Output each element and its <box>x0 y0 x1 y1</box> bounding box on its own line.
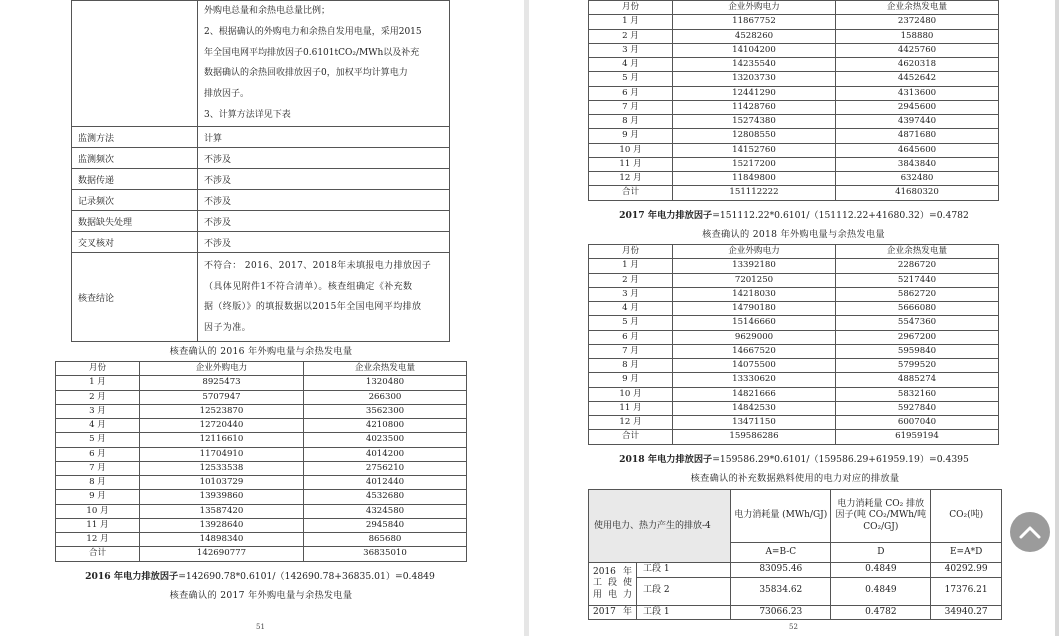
factor-cell: 0.4782 <box>831 605 931 620</box>
month-cell: 4 月 <box>589 302 673 316</box>
table-row <box>72 148 450 169</box>
month-cell: 11 月 <box>56 518 140 532</box>
month-cell: 10 月 <box>589 143 673 157</box>
method-description-cell <box>198 1 450 127</box>
row-value: 计算 <box>198 127 450 148</box>
table-row <box>589 330 999 344</box>
purchased-cell: 13471150 <box>673 416 836 430</box>
purchased-cell: 11867752 <box>673 15 836 29</box>
month-cell: 5 月 <box>56 433 140 447</box>
month-cell: 12 月 <box>56 533 140 547</box>
waste-heat-cell: 5217440 <box>836 273 999 287</box>
month-cell: 7 月 <box>589 344 673 358</box>
month-cell: 1 月 <box>56 376 140 390</box>
waste-heat-cell: 5927840 <box>836 401 999 415</box>
table-row <box>589 172 999 186</box>
table-row <box>589 129 999 143</box>
text-line: 外购电总量和余热电总量比例； <box>204 6 331 16</box>
purchased-cell: 13928640 <box>140 518 304 532</box>
waste-heat-cell: 5959840 <box>836 344 999 358</box>
waste-heat-cell: 2945840 <box>304 518 467 532</box>
purchased-cell: 4528260 <box>673 29 836 43</box>
waste-heat-cell: 4397440 <box>836 115 999 129</box>
row-label: 数据缺失处理 <box>72 211 198 232</box>
waste-heat-cell: 36835010 <box>304 547 467 561</box>
stage-cell: 工段 1 <box>637 563 731 578</box>
purchased-cell: 14104200 <box>673 43 836 57</box>
co2-cell: 17376.21 <box>931 577 1002 605</box>
waste-heat-cell: 2945600 <box>836 100 999 114</box>
table-header-row <box>589 1 999 15</box>
table-row <box>56 461 467 475</box>
table-row <box>589 259 999 273</box>
text-line: 据（终版）》的填报数据以2015年全国电网平均排放 <box>204 302 422 312</box>
waste-heat-cell: 632480 <box>836 172 999 186</box>
waste-heat-cell: 4425760 <box>836 43 999 57</box>
electricity-table-2017 <box>588 0 999 201</box>
waste-heat-cell: 4023500 <box>304 433 467 447</box>
text-line: （具体见附件1不符合清单）。核查组确定《补充数 <box>204 281 413 292</box>
text-line: 因子为准。 <box>204 322 252 333</box>
month-cell: 8 月 <box>589 115 673 129</box>
purchased-cell: 14667520 <box>673 344 836 358</box>
column-header: CO₂(吨) <box>931 490 1002 543</box>
column-header: 企业外购电力 <box>673 245 836 259</box>
table-row <box>589 157 999 171</box>
waste-heat-cell: 41680320 <box>836 186 999 200</box>
table-row <box>56 419 467 433</box>
table-row <box>589 605 1002 620</box>
table-caption-2017: 核查确认的 2017 年外购电量与余热发电量 <box>169 590 353 601</box>
waste-heat-cell: 2372480 <box>836 15 999 29</box>
column-header: 月份 <box>589 245 673 259</box>
month-cell: 5 月 <box>589 316 673 330</box>
table-row <box>589 72 999 86</box>
table-caption-2016: 核查确认的 2016 年外购电量与余热发电量 <box>169 346 353 357</box>
table-row <box>56 533 467 547</box>
formula-cell: A=B-C <box>731 542 831 562</box>
waste-heat-cell: 6007040 <box>836 416 999 430</box>
table-row <box>589 416 999 430</box>
emission-factor-formula-2016 <box>40 568 480 582</box>
table-row <box>72 211 450 232</box>
text-line: 不符合： 2016、2017、2018年未填报电力排放因子 <box>204 261 432 271</box>
purchased-cell: 14790180 <box>673 302 836 316</box>
column-header: 电力消耗量 CO₂ 排放因子(吨 CO₂/MWh/吨 CO₂/GJ) <box>831 490 931 543</box>
table-row <box>589 401 999 415</box>
table-row <box>589 373 999 387</box>
month-cell: 9 月 <box>589 129 673 143</box>
row-value: 不涉及 <box>198 211 450 232</box>
month-cell: 5 月 <box>589 72 673 86</box>
emission-table-caption: 核查确认的补充数据熟料使用的电力对应的排放量 <box>690 473 900 484</box>
column-header: 企业外购电力 <box>673 1 836 15</box>
table-row <box>589 563 1002 578</box>
month-cell: 2 月 <box>56 390 140 404</box>
month-cell: 9 月 <box>589 373 673 387</box>
consumption-cell: 35834.62 <box>731 577 831 605</box>
waste-heat-cell: 3562300 <box>304 404 467 418</box>
row-value: 不涉及 <box>198 148 450 169</box>
table-row <box>589 15 999 29</box>
month-cell: 6 月 <box>589 86 673 100</box>
purchased-cell: 14842530 <box>673 401 836 415</box>
month-cell: 11 月 <box>589 401 673 415</box>
month-cell: 合计 <box>56 547 140 561</box>
purchased-cell: 13587420 <box>140 504 304 518</box>
table-total-row <box>589 186 999 200</box>
row-label: 交叉核对 <box>72 232 198 253</box>
month-cell: 9 月 <box>56 490 140 504</box>
column-header: 电力消耗量 (MWh/GJ) <box>731 490 831 543</box>
text-line: 3、计算方法详见下表 <box>204 109 291 120</box>
table-row <box>589 344 999 358</box>
month-cell: 2 月 <box>589 29 673 43</box>
waste-heat-cell: 4324580 <box>304 504 467 518</box>
purchased-cell: 13392180 <box>673 259 836 273</box>
month-cell: 3 月 <box>589 287 673 301</box>
table-row <box>589 143 999 157</box>
purchased-cell: 13939860 <box>140 490 304 504</box>
formula-expression: =142690.78*0.6101/（142690.78+36835.01）=0.4849 <box>178 571 435 582</box>
verification-info-table <box>71 0 450 342</box>
table-header-row <box>589 490 1002 543</box>
table-row <box>589 387 999 401</box>
purchased-cell: 10103729 <box>140 476 304 490</box>
table-row <box>589 302 999 316</box>
consumption-cell: 83095.46 <box>731 563 831 578</box>
column-header: 企业外购电力 <box>140 362 304 376</box>
waste-heat-cell: 2756210 <box>304 461 467 475</box>
table-cell <box>72 1 198 127</box>
scrollbar[interactable] <box>1055 0 1059 636</box>
year-group-cell: 2016 年 工 段 使 用电力 <box>589 563 637 606</box>
purchased-cell: 14898340 <box>140 533 304 547</box>
waste-heat-cell: 5666080 <box>836 302 999 316</box>
purchased-cell: 11704910 <box>140 447 304 461</box>
table-row <box>72 127 450 148</box>
waste-heat-cell: 5547360 <box>836 316 999 330</box>
text-line: 数据确认的余热回收排放因子0，加权平均计算电力 <box>204 68 408 79</box>
table-row <box>56 490 467 504</box>
table-row <box>56 476 467 490</box>
stage-cell: 工段 1 <box>637 605 731 620</box>
month-cell: 7 月 <box>56 461 140 475</box>
table-row <box>589 43 999 57</box>
month-cell: 4 月 <box>589 58 673 72</box>
month-cell: 8 月 <box>589 359 673 373</box>
formula-label: 2016 年电力排放因子 <box>85 571 179 582</box>
column-header: 企业余热发电量 <box>836 245 999 259</box>
table-row <box>56 404 467 418</box>
purchased-cell: 14152760 <box>673 143 836 157</box>
row-label: 监测方法 <box>72 127 198 148</box>
waste-heat-cell: 158880 <box>836 29 999 43</box>
purchased-cell: 159586286 <box>673 430 836 444</box>
month-cell: 合计 <box>589 430 673 444</box>
co2-cell: 34940.27 <box>931 605 1002 620</box>
waste-heat-cell: 1320480 <box>304 376 467 390</box>
waste-heat-cell: 4885274 <box>836 373 999 387</box>
text-line: 排放因子。 <box>204 89 250 100</box>
month-cell: 11 月 <box>589 157 673 171</box>
month-cell: 12 月 <box>589 416 673 430</box>
table-total-row <box>589 430 999 444</box>
table-row <box>56 390 467 404</box>
table-row <box>589 359 999 373</box>
emission-factor-formula-2018 <box>574 451 1014 465</box>
month-cell: 7 月 <box>589 100 673 114</box>
row-value: 不涉及 <box>198 190 450 211</box>
row-label: 数据传递 <box>72 169 198 190</box>
electricity-table-2018 <box>588 244 999 445</box>
month-cell: 3 月 <box>589 43 673 57</box>
table-row <box>56 433 467 447</box>
month-cell: 10 月 <box>589 387 673 401</box>
waste-heat-cell: 4210800 <box>304 419 467 433</box>
waste-heat-cell: 5832160 <box>836 387 999 401</box>
purchased-cell: 14235540 <box>673 58 836 72</box>
table-row <box>72 232 450 253</box>
conclusion-cell <box>198 253 450 342</box>
month-cell: 3 月 <box>56 404 140 418</box>
month-cell: 6 月 <box>56 447 140 461</box>
purchased-cell: 12533538 <box>140 461 304 475</box>
month-cell: 2 月 <box>589 273 673 287</box>
text-line: 2、根据确认的外购电力和余热自发用电量，采用2015 <box>204 26 422 37</box>
purchased-cell: 14218030 <box>673 287 836 301</box>
purchased-cell: 5707947 <box>140 390 304 404</box>
purchased-cell: 11849800 <box>673 172 836 186</box>
waste-heat-cell: 266300 <box>304 390 467 404</box>
year-group-cell: 2017 年 <box>589 605 637 620</box>
waste-heat-cell: 4012440 <box>304 476 467 490</box>
purchased-cell: 14075500 <box>673 359 836 373</box>
waste-heat-cell: 4871680 <box>836 129 999 143</box>
waste-heat-cell: 61959194 <box>836 430 999 444</box>
waste-heat-cell: 4313600 <box>836 86 999 100</box>
table-row <box>72 190 450 211</box>
waste-heat-cell: 4532680 <box>304 490 467 504</box>
month-cell: 合计 <box>589 186 673 200</box>
waste-heat-cell: 3843840 <box>836 157 999 171</box>
formula-expression: =159586.29*0.6101/（159586.29+61959.19）=0.4395 <box>712 454 969 465</box>
table-caption-2018: 核查确认的 2018 年外购电量与余热发电量 <box>702 229 885 240</box>
row-label: 监测频次 <box>72 148 198 169</box>
table-row <box>589 273 999 287</box>
row-value: 不涉及 <box>198 232 450 253</box>
column-header: 月份 <box>589 1 673 15</box>
table-row <box>56 447 467 461</box>
waste-heat-cell: 2286720 <box>836 259 999 273</box>
table-header-row <box>589 245 999 259</box>
waste-heat-cell: 4620318 <box>836 58 999 72</box>
page-number: 52 <box>789 623 798 631</box>
column-header: 月份 <box>56 362 140 376</box>
purchased-cell: 13203730 <box>673 72 836 86</box>
table-row <box>589 577 1002 605</box>
electricity-table-2016 <box>55 361 467 562</box>
co2-cell: 40292.99 <box>931 563 1002 578</box>
table-total-row <box>56 547 467 561</box>
month-cell: 8 月 <box>56 476 140 490</box>
table-header-row <box>56 362 467 376</box>
conclusion-label: 核查结论 <box>72 253 198 342</box>
stage-cell: 工段 2 <box>637 577 731 605</box>
purchased-cell: 11428760 <box>673 100 836 114</box>
table-row <box>589 316 999 330</box>
purchased-cell: 12523870 <box>140 404 304 418</box>
emission-factor-formula-2017 <box>574 207 1014 221</box>
purchased-cell: 12441290 <box>673 86 836 100</box>
month-cell: 6 月 <box>589 330 673 344</box>
row-header-cell: 使用电力、热力产生的排放-4 <box>589 490 731 563</box>
column-header: 企业余热发电量 <box>836 1 999 15</box>
factor-cell: 0.4849 <box>831 577 931 605</box>
purchased-cell: 12116610 <box>140 433 304 447</box>
month-cell: 1 月 <box>589 259 673 273</box>
waste-heat-cell: 4452642 <box>836 72 999 86</box>
table-row <box>72 253 450 342</box>
factor-cell: 0.4849 <box>831 563 931 578</box>
month-cell: 10 月 <box>56 504 140 518</box>
purchased-cell: 9629000 <box>673 330 836 344</box>
waste-heat-cell: 5862720 <box>836 287 999 301</box>
table-row <box>589 58 999 72</box>
table-row <box>72 1 450 127</box>
purchased-cell: 15274380 <box>673 115 836 129</box>
table-row <box>589 29 999 43</box>
table-row <box>72 169 450 190</box>
table-row <box>56 376 467 390</box>
waste-heat-cell: 4645600 <box>836 143 999 157</box>
waste-heat-cell: 5799520 <box>836 359 999 373</box>
table-row <box>589 86 999 100</box>
purchased-cell: 8925473 <box>140 376 304 390</box>
page-number: 51 <box>256 623 265 631</box>
document-page-right <box>529 0 1059 636</box>
waste-heat-cell: 2967200 <box>836 330 999 344</box>
month-cell: 1 月 <box>589 15 673 29</box>
waste-heat-cell: 4014200 <box>304 447 467 461</box>
formula-expression: =151112.22*0.6101/（151112.22+41680.32）=0.4782 <box>712 210 969 221</box>
row-value: 不涉及 <box>198 169 450 190</box>
purchased-cell: 14821666 <box>673 387 836 401</box>
purchased-cell: 12720440 <box>140 419 304 433</box>
electricity-emission-table <box>588 489 1002 620</box>
waste-heat-cell: 865680 <box>304 533 467 547</box>
table-row <box>589 115 999 129</box>
consumption-cell: 73066.23 <box>731 605 831 620</box>
scroll-to-top-button[interactable] <box>1010 512 1050 552</box>
purchased-cell: 15146660 <box>673 316 836 330</box>
purchased-cell: 12808550 <box>673 129 836 143</box>
month-cell: 4 月 <box>56 419 140 433</box>
month-cell: 12 月 <box>589 172 673 186</box>
table-row <box>589 100 999 114</box>
table-row <box>56 518 467 532</box>
row-label: 记录频次 <box>72 190 198 211</box>
formula-cell: D <box>831 542 931 562</box>
purchased-cell: 142690777 <box>140 547 304 561</box>
table-row <box>589 287 999 301</box>
formula-label: 2018 年电力排放因子 <box>619 454 713 465</box>
document-page-left <box>0 0 524 636</box>
formula-cell: E=A*D <box>931 542 1002 562</box>
text-line: 年全国电网平均排放因子0.6101tCO₂/MWh以及补充 <box>204 47 420 58</box>
table-row <box>56 504 467 518</box>
purchased-cell: 7201250 <box>673 273 836 287</box>
purchased-cell: 13330620 <box>673 373 836 387</box>
purchased-cell: 151112222 <box>673 186 836 200</box>
formula-label: 2017 年电力排放因子 <box>619 210 713 221</box>
column-header: 企业余热发电量 <box>304 362 467 376</box>
chevron-up-icon <box>1018 524 1042 540</box>
purchased-cell: 15217200 <box>673 157 836 171</box>
